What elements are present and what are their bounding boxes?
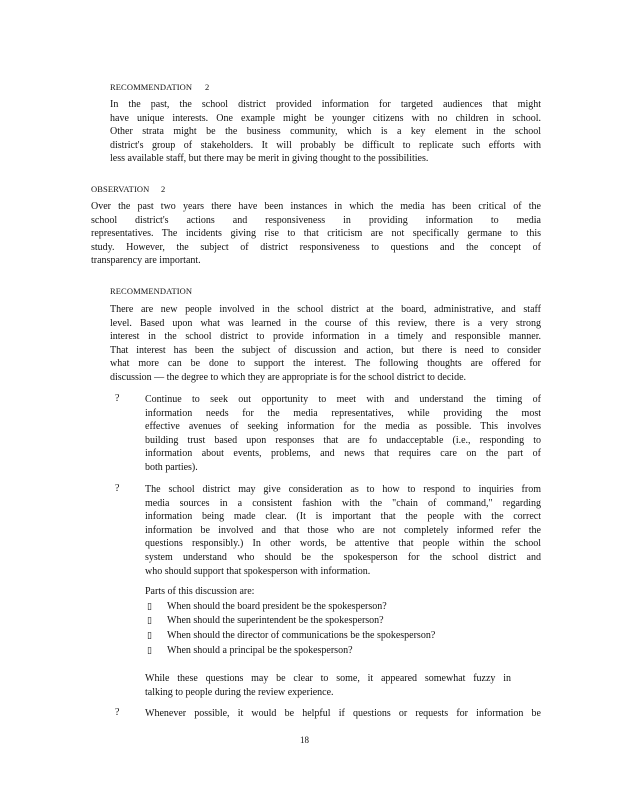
- sub-bullet-marker: ▯: [147, 630, 152, 640]
- sub-bullet-marker: ▯: [147, 645, 152, 655]
- recommendation-paragraph-2: [110, 303, 541, 385]
- recommendation-paragraph-1: [110, 98, 541, 166]
- text-line: have unique interests. One example might be younger citizens with no children in school.: [110, 112, 541, 124]
- sub-item: When should the director of communications be the spokesperson?: [167, 630, 436, 641]
- recommendation-heading-1: [110, 82, 210, 92]
- text-line: what more can be done to support the interest. The following thoughts are offered for: [110, 358, 541, 370]
- recommendation-heading-2: [110, 286, 192, 296]
- bullet-marker: ?: [115, 393, 120, 404]
- observation-heading: [91, 184, 166, 194]
- heading-number: 2: [161, 184, 166, 194]
- text-line: media sources in a consistent fashion with the "chain of command," regarding: [145, 497, 541, 509]
- text-line: questions responsibly.) In other words, be attentive that people within the school: [145, 538, 541, 550]
- sub-bullet-marker: ▯: [147, 615, 152, 625]
- bullet-marker: ?: [115, 707, 120, 718]
- text-line: Over the past two years there have been instances in which the media has been critical of the: [91, 201, 541, 212]
- text-line: system understand who should be the spokesperson for the school district and: [145, 551, 541, 563]
- text-line: less available staff, but there may be merit in giving thought to the possibilities.: [110, 153, 429, 165]
- sub-item: When should the board president be the spokesperson?: [167, 601, 387, 612]
- text-line: talking to people during the review experience.: [145, 686, 334, 698]
- text-line: Whenever possible, it would be helpful if questions or requests for information be: [145, 708, 541, 719]
- text-line: district's group of stakeholders. It will probably be difficult to replicate such efforts with: [110, 139, 541, 151]
- text-line: While these questions may be clear to some, it appeared somewhat fuzzy in: [145, 673, 511, 684]
- text-line: who should support that spokesperson with information.: [145, 565, 371, 577]
- bullet-closing-paragraph: [145, 672, 511, 699]
- text-line: study. However, the subject of district responsiveness to questions and the concept of: [91, 241, 541, 253]
- heading-text: RECOMMENDATION: [110, 82, 193, 92]
- text-line: The school district may give consideration as to how to respond to inquiries from: [145, 484, 541, 495]
- text-line: information about events, problems, and news that requires care on the part of: [145, 448, 541, 460]
- text-line: In the past, the school district provided information for targeted audiences that might: [110, 99, 541, 110]
- text-line: both parties).: [145, 461, 198, 473]
- bullet-paragraph-3: [145, 707, 541, 721]
- text-line: transparency are important.: [91, 255, 201, 267]
- text-line: information needs for the media representatives, while providing the most: [145, 407, 541, 419]
- heading-number: 2: [205, 82, 210, 92]
- bullet-paragraph-2: [145, 483, 541, 578]
- text-line: building trust based upon responses that are fo undacceptable (i.e., responding to: [145, 434, 541, 446]
- bullet-marker: ?: [115, 483, 120, 494]
- sub-bullet-marker: ▯: [147, 601, 152, 611]
- text-line: information be involved and that those who are not completely informed refer the: [145, 524, 541, 536]
- text-line: representatives. The incidents giving rise to that criticism are not specifically germane to this: [91, 228, 541, 240]
- text-line: That interest has been the subject of discussion and action, but there is need to consider: [110, 344, 541, 356]
- parts-label: Parts of this discussion are:: [145, 586, 255, 597]
- observation-paragraph: [91, 200, 541, 268]
- sub-item: When should the superintendent be the spokesperson?: [167, 615, 384, 626]
- text-line: school district's actions and responsiveness in providing information to media: [91, 214, 541, 226]
- sub-item: When should a principal be the spokesperson?: [167, 645, 353, 656]
- heading-text: OBSERVATION: [91, 184, 150, 194]
- text-line: Continue to seek out opportunity to meet with and understand the timing of: [145, 394, 541, 405]
- text-line: level. Based upon what was learned in the course of this review, there is a very strong: [110, 317, 541, 329]
- bullet-paragraph-1: [145, 393, 541, 475]
- heading-text: RECOMMENDATION: [110, 286, 193, 296]
- text-line: There are new people involved in the school district at the board, administrative, and staff: [110, 304, 541, 315]
- text-line: discussion — the degree to which they are appropriate is for the school district to decide.: [110, 371, 467, 383]
- text-line: Other strata might be the business community, which is a key element in the school: [110, 126, 541, 138]
- text-line: effective avenues of seeking information for the media as possible. This involves: [145, 421, 541, 433]
- text-line: information being made clear. (It is important that the people with the correct: [145, 511, 541, 523]
- text-line: interest in the school district to provide information in a timely and responsible manner.: [110, 331, 541, 343]
- page-number: 18: [300, 735, 309, 745]
